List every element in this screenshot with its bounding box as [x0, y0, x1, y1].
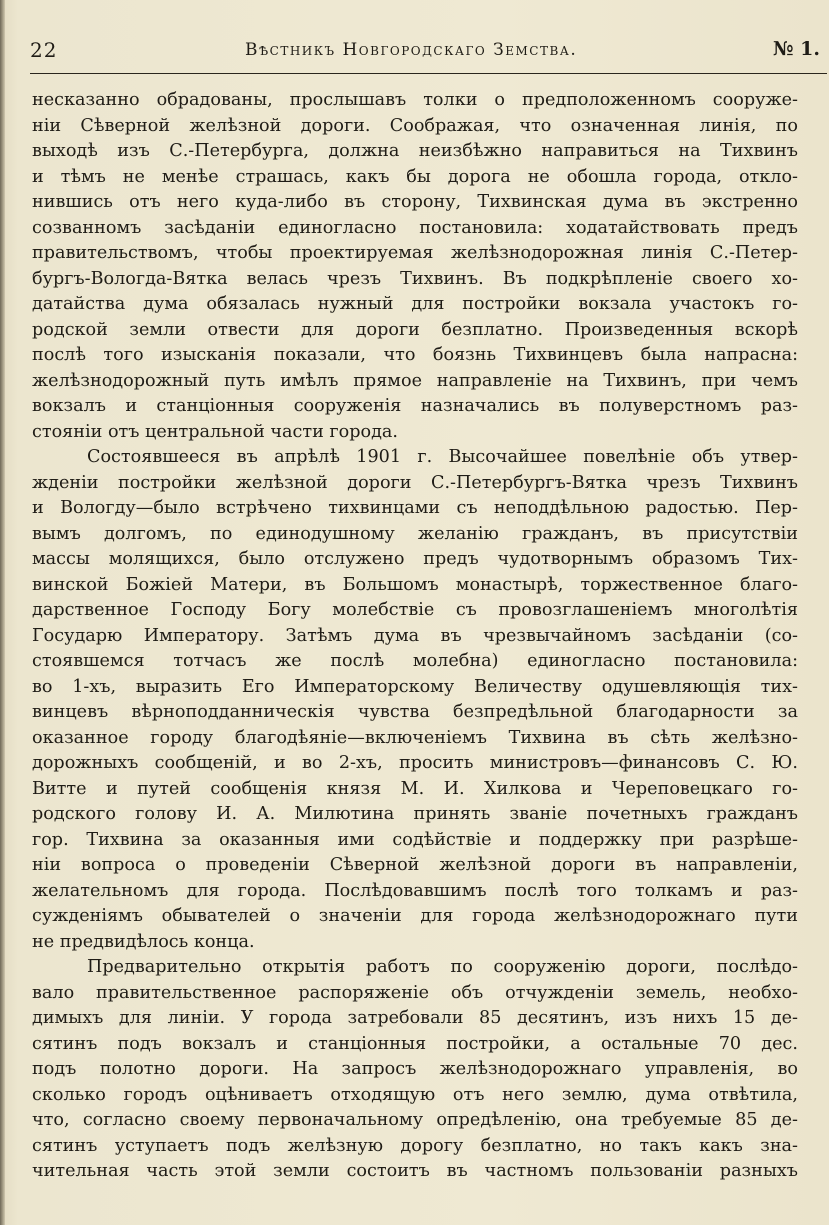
paragraph-first-line: Состоявшееся въ апрѣлѣ 1901 г. Высочайшее повелѣніе объ утвер-	[87, 447, 798, 467]
text-line: винцевъ вѣрноподданническія чувства безпредѣльной благодарности за	[32, 702, 798, 722]
text-line: ніи вопроса о проведеніи Сѣверной желѣзной дороги въ направленіи,	[32, 855, 798, 875]
paragraph-last-line: не предвидѣлось конца.	[32, 931, 255, 952]
text-line: винской Божіей Матери, въ Большомъ монастырѣ, торжественное благо-	[32, 574, 798, 595]
text-line: жденіи постройки желѣзной дороги С.-Петербургъ-Вятка чрезъ Тихвинъ	[32, 472, 798, 493]
text-line: вымъ долгомъ, по единодушному желанію гражданъ, въ присутствіи	[32, 523, 798, 544]
text-line: и тѣмъ не менѣе страшась, какъ бы дорога не обошла города, откло-	[32, 166, 798, 187]
text-line: датайства дума обязалась нужный для постройки вокзала участокъ го-	[32, 294, 798, 314]
body-text	[32, 88, 798, 1185]
text-line: вало правительственное распоряженіе объ отчужденіи земель, необхо-	[32, 982, 798, 1003]
text-line: правительствомъ, чтобы проектируемая желѣзнодорожная линія С.-Петер-	[32, 243, 798, 263]
text-line: массы молящихся, было отслужено предъ чудотворнымъ образомъ Тих-	[32, 549, 798, 569]
header-rule	[30, 73, 827, 74]
text-line: родского голову И. А. Милютина принять званіе почетныхъ гражданъ	[32, 804, 798, 824]
paragraph-last-line: стояніи отъ центральной части города.	[32, 421, 398, 442]
text-line: дарственное Господу Богу молебствіе съ провозглашеніемъ многолѣтія	[32, 600, 798, 620]
text-line: желѣзнодорожный путь имѣлъ прямое направленіе на Тихвинъ, при чемъ	[32, 370, 798, 391]
page-header	[30, 38, 820, 64]
text-line: сколько городъ оцѣниваетъ отходящую отъ него землю, дума отвѣтила,	[32, 1084, 798, 1105]
text-line: родской земли отвести для дороги безплатно. Произведенныя вскорѣ	[32, 319, 798, 340]
text-line: сятинъ уступаетъ подъ желѣзную дорогу безплатно, но такъ какъ зна-	[32, 1135, 798, 1156]
text-line: дорожныхъ сообщеній, и во 2-хъ, просить министровъ—финансовъ С. Ю.	[32, 753, 798, 773]
text-line: Витте и путей сообщенія князя М. И. Хилкова и Череповецкаго го-	[32, 778, 798, 799]
text-line: нившись отъ него куда-либо въ сторону, Тихвинская дума въ экстренно	[32, 192, 798, 212]
text-line: Государю Императору. Затѣмъ дума въ чрезвычайномъ засѣданіи (со-	[32, 625, 798, 646]
text-line: желательномъ для города. Послѣдовавшимъ послѣ того толкамъ и раз-	[32, 880, 798, 901]
text-line: выходѣ изъ С.-Петербурга, должна неизбѣжно направиться на Тихвинъ	[32, 141, 798, 161]
text-line: подъ полотно дороги. На запросъ желѣзнодорожнаго управленія, во	[32, 1059, 798, 1079]
text-line: гор. Тихвина за оказанныя ими содѣйствіе и поддержку при разрѣше-	[32, 829, 798, 850]
text-line: ніи Сѣверной желѣзной дороги. Соображая, что означенная линія, по	[32, 115, 798, 136]
issue-number: № 1.	[772, 38, 820, 60]
text-line: бургъ-Вологда-Вятка велась чрезъ Тихвинъ. Въ подкрѣпленіе своего хо-	[32, 268, 798, 289]
text-line: сятинъ подъ вокзалъ и станціонныя постройки, а остальные 70 дес.	[32, 1033, 798, 1054]
text-line: во 1-хъ, выразить Его Императорскому Величеству одушевляющія тих-	[32, 676, 798, 697]
text-line: что, согласно своему первоначальному опредѣленію, она требуемые 85 де-	[32, 1110, 798, 1130]
text-line: димыхъ для линіи. У города затребовали 85 десятинъ, изъ нихъ 15 де-	[32, 1008, 798, 1028]
paragraph-first-line: Предварительно открытія работъ по сооруженію дороги, послѣдо-	[87, 957, 798, 977]
text-line: послѣ того изысканія показали, что боязнь Тихвинцевъ была напрасна:	[32, 345, 798, 365]
page-number: 22	[30, 38, 58, 62]
journal-title: Вѣстникъ Новгородскаго Земства.	[245, 40, 578, 60]
text-line: стоявшемся тотчасъ же послѣ молебна) единогласно постановила:	[32, 651, 798, 671]
text-line: несказанно обрадованы, прослышавъ толки о предположенномъ сооруже-	[32, 90, 798, 110]
text-line: созванномъ засѣданіи единогласно постановила: ходатайствовать предъ	[32, 217, 798, 238]
text-line: вокзалъ и станціонныя сооруженія назначались въ полуверстномъ раз-	[32, 396, 798, 416]
text-line: и Вологду—было встрѣчено тихвинцами съ неподдѣльною радостью. Пер-	[32, 498, 798, 518]
text-line: сужденіямъ обывателей о значеніи для города желѣзнодорожнаго пути	[32, 906, 798, 926]
binding-edge	[0, 0, 5, 1225]
text-line: чительная часть этой земли состоитъ въ частномъ пользованіи разныхъ	[32, 1161, 798, 1181]
text-line: оказанное городу благодѣяніе—включеніемъ Тихвина въ сѣть желѣзно-	[32, 727, 798, 748]
